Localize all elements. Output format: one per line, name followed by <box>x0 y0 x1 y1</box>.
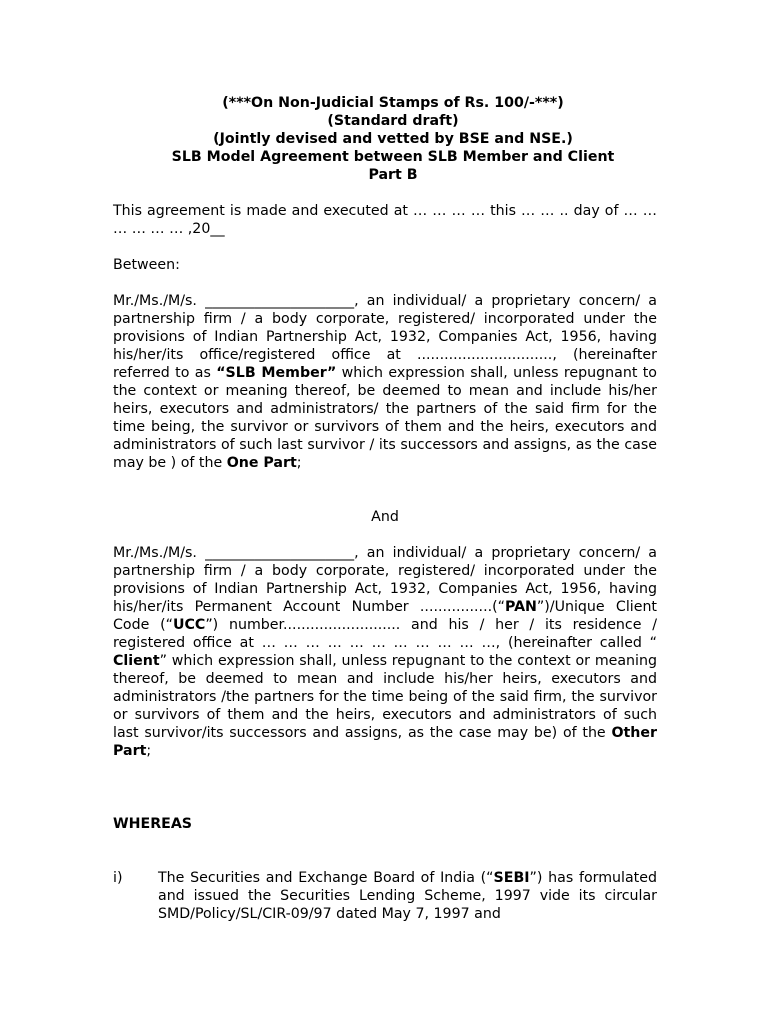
draft-note: (Standard draft) <box>327 113 459 129</box>
one-part-term: One Part <box>226 455 297 471</box>
clause-i-paragraph: The Securities and Exchange Board of India (“SEBI”) has formulated and issued the Securities Lending Scheme, 1997 vide its circular SMD/Policy/SL/CIR-09/97 dated May 7, 1997 and <box>158 870 657 922</box>
intro-paragraph: This agreement is made and executed at … … … … this … … .. day of … … … … … … ,20__ <box>113 203 657 237</box>
part-label: Part B <box>368 167 418 183</box>
between-label: Between: <box>113 257 180 273</box>
document-header <box>0 94 770 184</box>
stamp-note: (***On Non-Judicial Stamps of Rs. 100/-***) <box>222 95 564 111</box>
ucc-term: UCC <box>172 617 206 633</box>
other-part-term: Other Part <box>113 725 657 759</box>
whereas-heading: WHEREAS <box>113 816 193 832</box>
clause-number: i) <box>113 870 123 886</box>
pan-term: PAN <box>504 599 537 615</box>
second-party-paragraph: Mr./Ms./M/s. _____________________, an individual/ a proprietary concern/ a partnership firm / a body corporate, registered/ incorporated under the provisions of Indian Partnership Act, 1932, Companies Act, 1956, having his/her/its Permanent Account Number ................(“PAN”)/Unique Client Code (“UCC”) number.......................... and his / her / its residence / registered office at … … … … … … … … … … …, (hereinafter called “ Client” which expression shall, unless repugnant to the context or meaning thereof, be deemed to mean and include his/her heirs, executors and administrators /the partners for the time being of the said firm, the survivor or survivors of them and the heirs, executors and administrators of such last survivor/its successors and assigns, as the case may be) of the Other Part; <box>113 545 657 759</box>
vetting-note: (Jointly devised and vetted by BSE and NSE.) <box>213 131 573 147</box>
agreement-title: SLB Model Agreement between SLB Member and Client <box>171 149 615 165</box>
slb-member-term: “SLB Member” <box>216 365 337 381</box>
first-party-paragraph: Mr./Ms./M/s. _____________________, an individual/ a proprietary concern/ a partnership firm / a body corporate, registered/ incorporated under the provisions of Indian Partnership Act, 1932, Companies Act, 1956, having his/her/its office/registered office at .............................., (hereinafter referred to as “SLB Member” which expression shall, unless repugnant to the context or meaning thereof, be deemed to mean and include his/her heirs, executors and administrators/ the partners of the said firm for the time being, the survivor or survivors of them and the heirs, executors and administrators of such last survivor / its successors and assigns, as the case may be ) of the One Part; <box>113 293 657 471</box>
sebi-term: SEBI <box>493 870 530 886</box>
and-label: And <box>371 509 399 525</box>
client-term: Client <box>113 653 160 669</box>
